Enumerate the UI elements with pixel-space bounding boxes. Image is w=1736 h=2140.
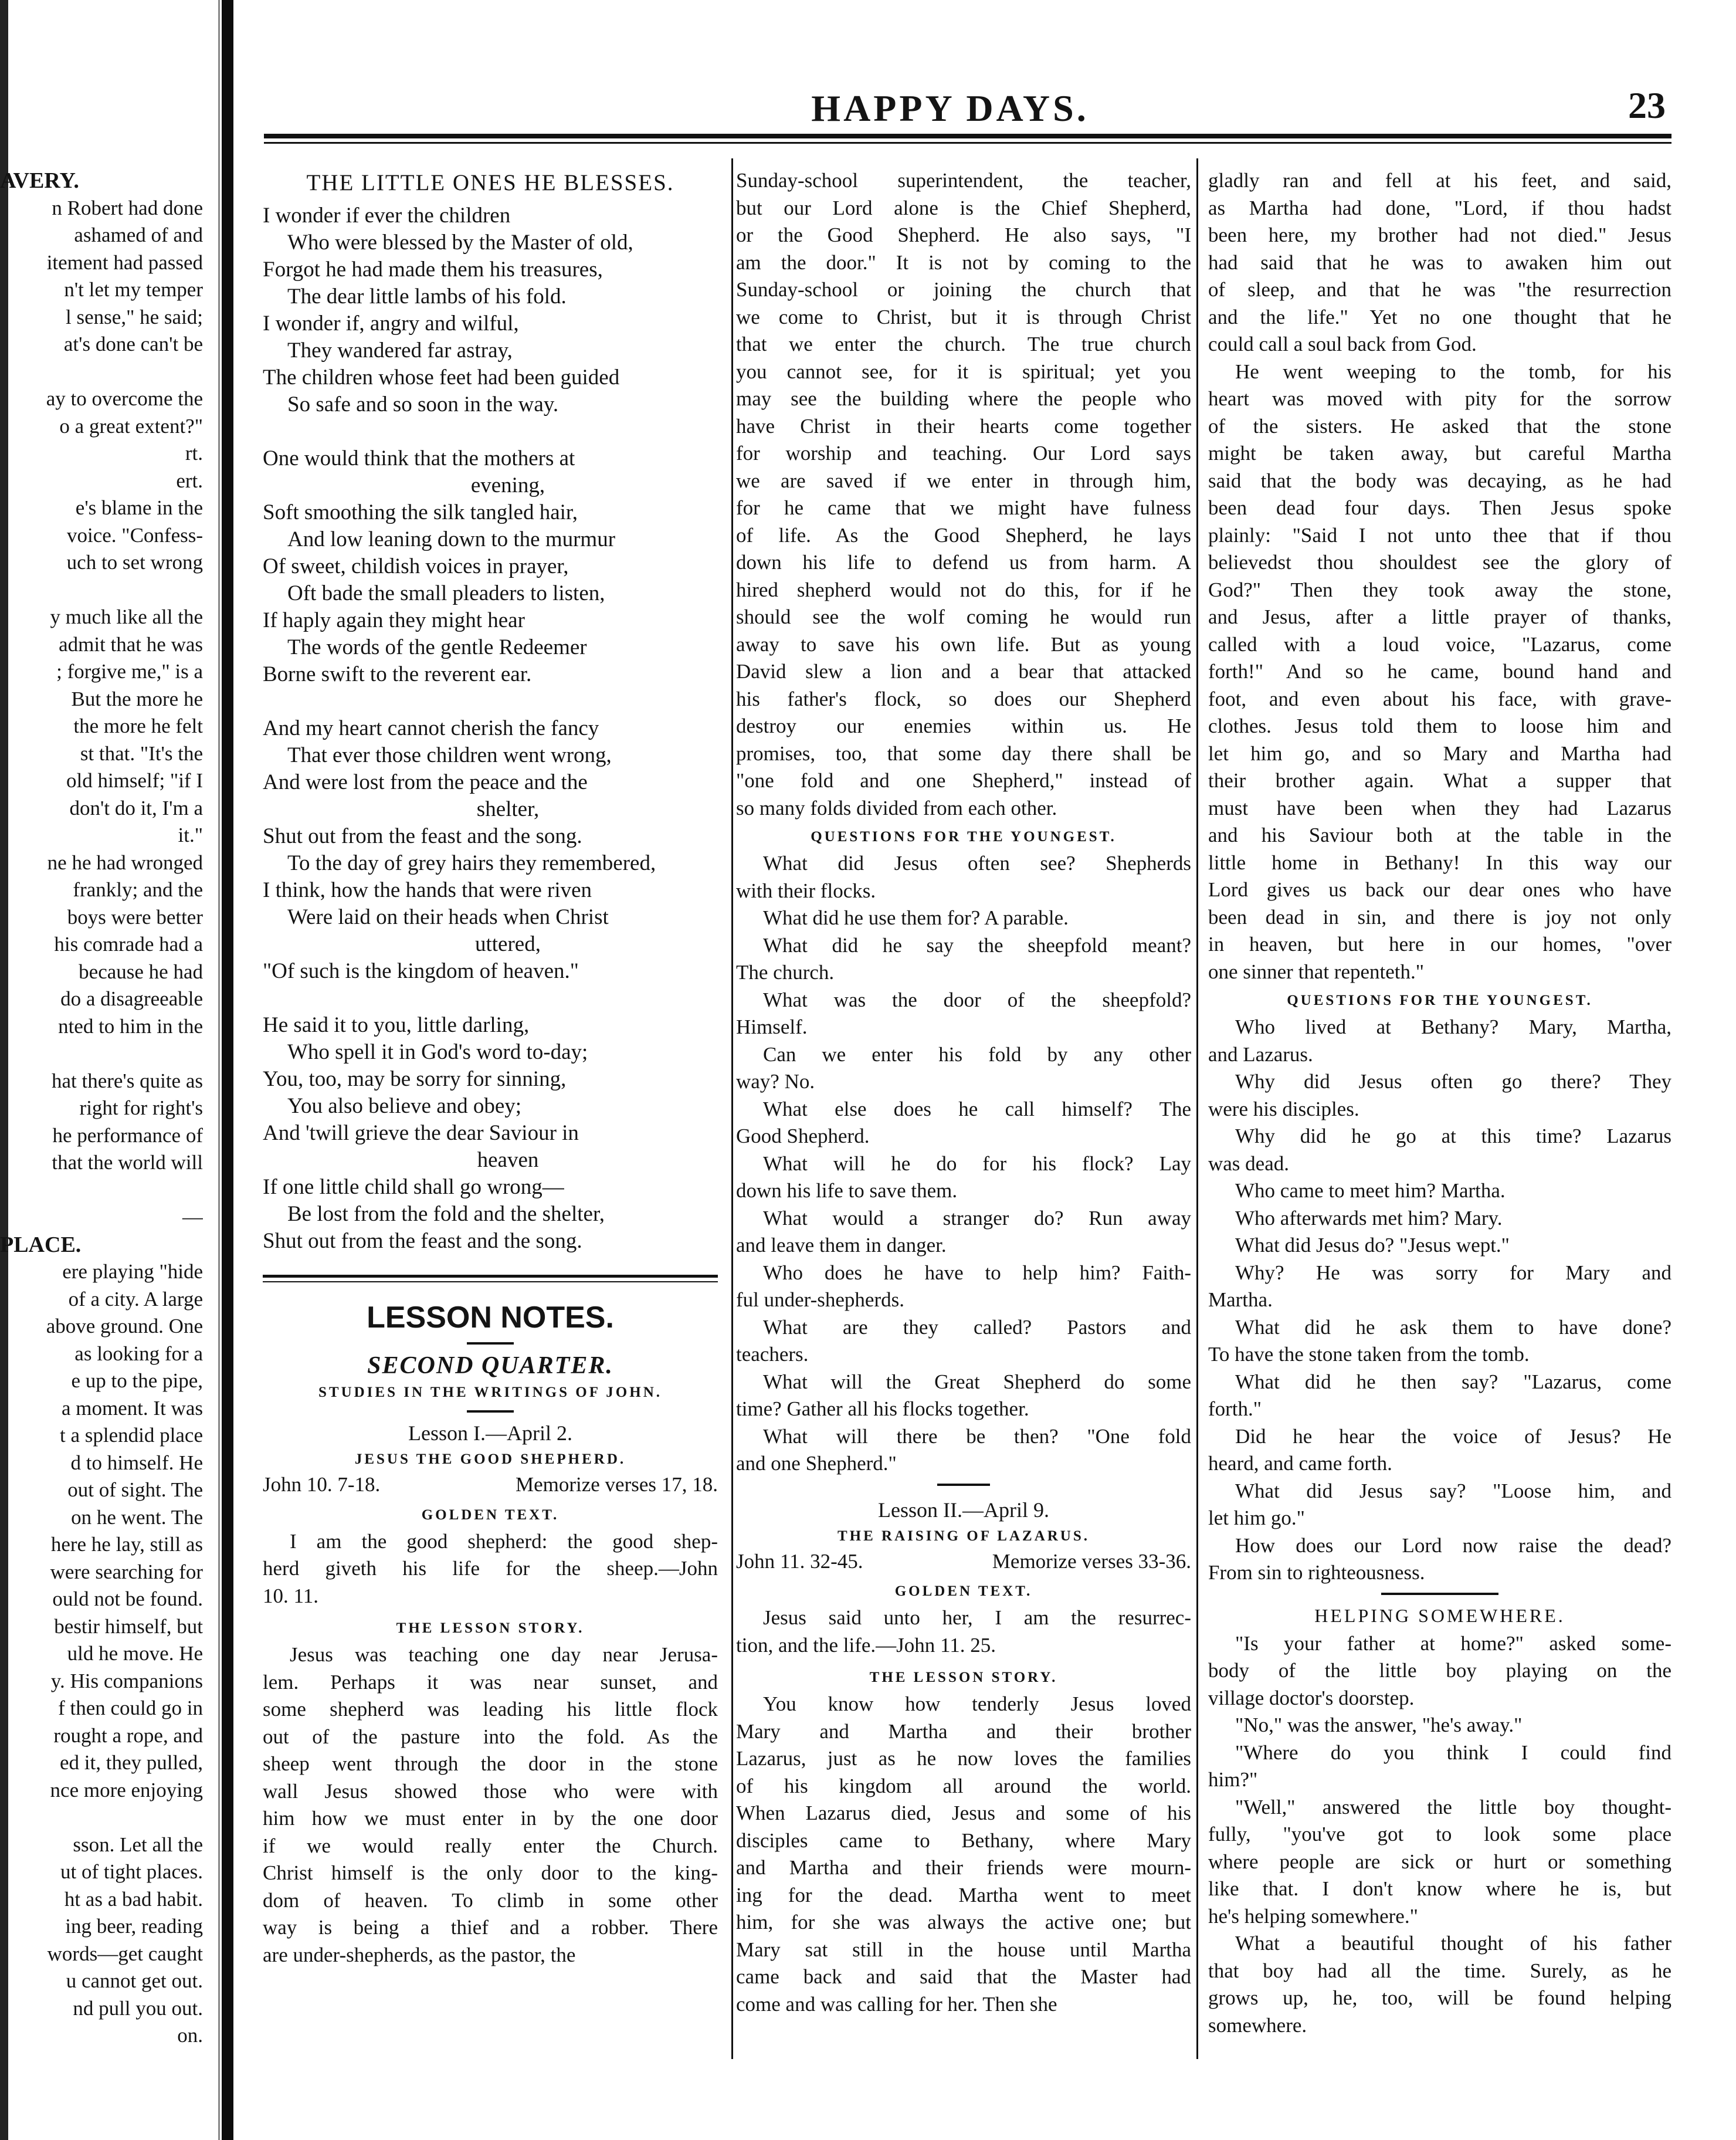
fragment-line: ay to overcome the [46, 387, 203, 410]
story-line: should see the wolf coming he would run [736, 605, 1191, 628]
story-line: Sunday-school superintendent, the teacher, [736, 169, 1191, 192]
lesson-ref-right: Memorize verses 17, 18. [515, 1473, 718, 1496]
question-line: What did he then say? "Lazarus, come [1235, 1370, 1671, 1393]
column-1 [263, 167, 718, 1969]
question-line: From sin to righteousness. [1208, 1561, 1425, 1584]
lesson-subject: THE RAISING OF LAZARUS. [837, 1528, 1090, 1544]
fragment-line: on. [177, 2024, 203, 2047]
fragment-line: uld he move. He [67, 1642, 203, 1665]
poem-line: That ever those children went wrong, [287, 743, 612, 767]
fragment-line: he performance of [52, 1123, 203, 1147]
fragment-line: t a splendid place [60, 1424, 203, 1447]
story-line: their brother again. What a supper that [1208, 769, 1671, 792]
fragment-line: boys were better [67, 905, 203, 929]
helping-line: him?" [1208, 1768, 1258, 1791]
question-line: What would a stranger do? Run away [763, 1206, 1191, 1230]
question-line: way? No. [736, 1070, 815, 1093]
poem-line: Borne swift to the reverent ear. [263, 662, 532, 686]
story-line: believedst thou shouldest see the glory of [1208, 551, 1671, 574]
question-line: What did Jesus often see? Shepherds [763, 852, 1191, 875]
poem-line: To the day of grey hairs they remembered, [287, 851, 656, 875]
page-number: 23 [1628, 84, 1666, 126]
poem-line: Be lost from the fold and the shelter, [287, 1202, 605, 1226]
helping-line: village doctor's doorstep. [1208, 1686, 1415, 1709]
golden-text-line: I am the good shepherd: the good shep- [290, 1529, 718, 1553]
story-line: Sunday-school or joining the church that [736, 278, 1191, 301]
question-line: Who does he have to help him? Faith- [763, 1261, 1191, 1284]
poem-line: He said it to you, little darling, [263, 1013, 530, 1037]
poem-line: The words of the gentle Redeemer [287, 635, 587, 659]
column-rule-2 [1196, 158, 1198, 2059]
story-line: for worship and teaching. Our Lord says [736, 442, 1191, 465]
story-line: been dead in sin, and there is joy not only [1208, 905, 1671, 929]
story-line: Lord gives us back our dear ones who have [1208, 878, 1671, 901]
fragment-line: itement had passed [46, 250, 203, 274]
poem-stanza [263, 1012, 718, 1255]
story-line: him how we must enter in by the one door [263, 1807, 718, 1830]
poem-line: evening, [470, 473, 545, 497]
lesson-heading: Lesson II.—April 9. [878, 1498, 1049, 1522]
poem-line: And were lost from the peace and the [263, 770, 588, 794]
fragment-line: sson. Let all the [73, 1833, 203, 1856]
fragment-line: admit that he was [59, 632, 203, 656]
fragment-line: do a disagreeable [60, 987, 203, 1010]
poem-stanza [263, 715, 718, 985]
helping-line: he's helping somewhere." [1208, 1904, 1418, 1928]
fragment-line: n't let my temper [64, 278, 203, 301]
helping-title: HELPING SOMEWHERE. [1314, 1604, 1565, 1626]
fragment-line [0, 1177, 203, 1204]
poem-line: shelter, [476, 797, 540, 821]
fragment-line: ould not be found. [52, 1587, 203, 1610]
fragment-line: u cannot get out. [66, 1969, 203, 1992]
story-line: and his Saviour both at the table in the [1208, 824, 1671, 846]
story-line: said that the body was decaying, as he had [1208, 469, 1671, 492]
poem-line: Of sweet, childish voices in prayer, [263, 554, 569, 578]
fragment-line: a moment. It was [61, 1396, 203, 1420]
story-line: as Martha had done, "Lord, if thou hadst [1208, 196, 1671, 219]
fragment-line: ashamed of and [74, 224, 203, 246]
lesson-story-label: THE LESSON STORY. [396, 1620, 585, 1636]
story-line: Mary and Martha and their brother [736, 1719, 1191, 1743]
fragment-line: l sense," he said; [66, 305, 203, 329]
story-line: of his kingdom all around the world. [736, 1774, 1191, 1797]
fragment-line: nce more enjoying [50, 1778, 203, 1802]
fragment-line: PLACE. [0, 1232, 82, 1257]
story-line: little home in Bethany! In this way our [1208, 851, 1671, 874]
poem-line: Who were blessed by the Master of old, [287, 231, 633, 255]
column-divider-thin [218, 0, 220, 2140]
story-line: if we would really enter the Church. [263, 1834, 718, 1857]
question-line: with their flocks. [736, 879, 876, 902]
story-line: destroy our enemies within us. He [736, 715, 1191, 737]
fragment-line: ing beer, reading [65, 1915, 203, 1938]
story-line: may see the building where the people who [736, 387, 1191, 410]
short-rule [937, 1484, 990, 1486]
story-line: could call a soul back from God. [1208, 333, 1477, 355]
story-line: some shepherd was leading his little flock [263, 1698, 718, 1721]
question-line: and one Shepherd." [736, 1452, 897, 1475]
question-line: Who came to meet him? Martha. [1235, 1179, 1506, 1202]
story-line: have Christ in their hearts come together [736, 414, 1191, 438]
story-line: Jesus was teaching one day near Jerusa- [290, 1643, 718, 1666]
poem-line: If one little child shall go wrong— [263, 1175, 564, 1199]
fragment-line: out of sight. The [67, 1478, 203, 1501]
poem-line: I wonder if, angry and wilful, [263, 311, 519, 336]
fragment-line: e's blame in the [75, 496, 203, 519]
question-line: Why did he go at this time? Lazarus [1235, 1125, 1671, 1147]
story-line: "one fold and one Shepherd," instead of [736, 769, 1191, 792]
poem-line: Were laid on their heads when Christ [287, 905, 609, 929]
story-line: let him go, and so Mary and Martha had [1208, 741, 1671, 765]
fragment-line: y much like all the [50, 605, 203, 628]
fragment-line: But the more he [71, 687, 203, 710]
story-line: Christ himself is the only door to the king- [263, 1861, 718, 1884]
question-line: Good Shepherd. [736, 1125, 870, 1147]
story-line: way is being a thief and a robber. There [263, 1916, 718, 1939]
left-column-fragment [0, 167, 203, 2050]
story-line: clothes. Jesus told them to loose him and [1208, 715, 1671, 737]
question-line: What did Jesus say? "Loose him, and [1235, 1479, 1671, 1502]
story-line: for he came that we might have fulness [736, 496, 1191, 519]
question-line: To have the stone taken from the tomb. [1208, 1343, 1530, 1366]
story-line: been dead four days. Then Jesus spoke [1208, 496, 1671, 519]
poem-line: Oft bade the small pleaders to listen, [287, 581, 605, 605]
fragment-line: nd pull you out. [73, 1996, 203, 2020]
fragment-line: above ground. One [46, 1315, 203, 1338]
helping-line: body of the little boy playing on the [1208, 1659, 1671, 1682]
question-line: Did he hear the voice of Jesus? He [1235, 1424, 1671, 1448]
story-line: Lazarus, just as he now loves the families [736, 1747, 1191, 1770]
column-divider-bar [222, 0, 233, 2140]
fragment-line [0, 1804, 203, 1831]
fragment-line: st that. "It's the [80, 741, 203, 765]
helping-line: like that. I don't know where he is, but [1208, 1877, 1671, 1900]
fragment-line: n Robert had done [52, 196, 203, 219]
fragment-line: rought a rope, and [53, 1723, 203, 1747]
column-2 [736, 167, 1191, 2018]
fragment-line [0, 1040, 203, 1068]
question-line: let him go." [1208, 1506, 1305, 1529]
fragment-line: old himself; "if I [66, 769, 203, 792]
lesson-notes-title: LESSON NOTES. [367, 1301, 614, 1335]
lesson-story-label: THE LESSON STORY. [869, 1670, 1058, 1685]
story-line: we come to Christ, but it is through Christ [736, 305, 1191, 329]
question-line: Can we enter his fold by any other [763, 1042, 1191, 1066]
poem-line: If haply again they might hear [263, 608, 525, 632]
story-line: When Lazarus died, Jesus and some of his [736, 1802, 1191, 1824]
question-line: teachers. [736, 1343, 809, 1366]
poem-line: You, too, may be sorry for sinning, [263, 1067, 567, 1091]
question-line: was dead. [1208, 1152, 1290, 1175]
question-line: What was the door of the sheepfold? [763, 988, 1191, 1011]
story-line: sheep went through the door in the stone [263, 1752, 718, 1775]
story-line: David slew a lion and a bear that attacked [736, 660, 1191, 683]
fragment-line: hat there's quite as [51, 1069, 203, 1092]
poem-line: So safe and so soon in the way. [287, 392, 559, 417]
story-line: that we enter the church. The true church [736, 333, 1191, 355]
question-line: and Lazarus. [1208, 1042, 1313, 1066]
helping-line: where people are sick or hurt or something [1208, 1850, 1671, 1873]
fragment-line: ere playing "hide [62, 1260, 203, 1283]
story-line: so many folds divided from each other. [736, 796, 1057, 820]
story-line: called with a loud voice, "Lazarus, come [1208, 632, 1671, 656]
poem-line: I wonder if ever the children [263, 204, 511, 228]
golden-text-label: GOLDEN TEXT. [894, 1583, 1033, 1599]
lesson-heading: Lesson I.—April 2. [408, 1421, 572, 1445]
helping-line: "No," was the answer, "he's away." [1235, 1714, 1523, 1736]
story-line: of sleep, and that he was "the resurrection [1208, 278, 1671, 301]
question-line: time? Gather all his flocks together. [736, 1397, 1029, 1420]
poem-stanza [263, 202, 718, 418]
story-line: wall Jesus showed those who were with [263, 1779, 718, 1803]
story-line: might be taken away, but careful Martha [1208, 442, 1671, 465]
golden-text-label: GOLDEN TEXT. [421, 1506, 560, 1523]
story-line: forth!" And so he came, bound hand and [1208, 660, 1671, 683]
story-line: but our Lord alone is the Chief Shepherd, [736, 196, 1191, 219]
poem-line: They wandered far astray, [287, 338, 513, 363]
fragment-line: ut of tight places. [60, 1860, 203, 1883]
question-line: Himself. [736, 1015, 808, 1038]
header-rule-thick [264, 134, 1671, 138]
fragment-line: at's done can't be [63, 333, 203, 355]
story-line: dom of heaven. To climb in some other [263, 1888, 718, 1912]
header-rule-thin [264, 142, 1671, 144]
helping-line: that boy had all the time. Surely, as he [1208, 1959, 1671, 1982]
story-line: disciples came to Bethany, where Mary [736, 1829, 1191, 1852]
fragment-line: rt. [185, 442, 203, 465]
fragment-line: d to himself. He [70, 1451, 203, 1474]
question-line: What did he use them for? A parable. [763, 906, 1069, 929]
story-line: away to save his own life. But as young [736, 632, 1191, 656]
story-line: Mary sat still in the house until Martha [736, 1938, 1191, 1961]
poem-line: And my heart cannot cherish the fancy [263, 716, 599, 740]
question-line: were his disciples. [1208, 1097, 1359, 1120]
poem-line: Forgot he had made them his treasures, [263, 258, 603, 282]
fragment-line: on he went. The [71, 1505, 203, 1529]
fragment-line: frankly; and the [73, 878, 203, 901]
helping-line: "Where do you think I could find [1235, 1741, 1671, 1764]
story-line: must have been when they had Lazarus [1208, 796, 1671, 820]
question-line: Who afterwards met him? Mary. [1235, 1206, 1503, 1230]
question-line: How does our Lord now raise the dead? [1235, 1533, 1671, 1557]
question-line: Why did Jesus often go there? They [1235, 1070, 1671, 1093]
fragment-line: ert. [176, 469, 203, 492]
column-rule-1 [731, 158, 733, 2059]
column-3 [1208, 167, 1671, 2039]
question-line: Martha. [1208, 1288, 1273, 1311]
fragment-line: AVERY. [0, 168, 79, 193]
lesson-ref [736, 1548, 1191, 1576]
golden-text-line: Jesus said unto her, I am the resurrec- [763, 1606, 1191, 1629]
question-line: What will he do for his flock? Lay [763, 1152, 1191, 1175]
fragment-line: as looking for a [74, 1342, 203, 1365]
fragment-line: uch to set wrong [66, 551, 203, 574]
story-line: out of the pasture into the fold. As the [263, 1725, 718, 1748]
fragment-line: voice. "Confess- [66, 523, 203, 547]
story-line: had said that he was to awaken him out [1208, 250, 1671, 274]
fragment-line: here he lay, still as [50, 1533, 203, 1556]
question-line: What will the Great Shepherd do some [763, 1370, 1191, 1393]
poem-line: Shut out from the feast and the song. [263, 824, 582, 848]
fragment-line: ht as a bad habit. [64, 1887, 203, 1911]
golden-text-line: 10. 11. [263, 1584, 318, 1607]
helping-line: "Is your father at home?" asked some- [1235, 1631, 1671, 1655]
story-line: of the sisters. He asked that the stone [1208, 414, 1671, 438]
poem-line: Shut out from the feast and the song. [263, 1229, 582, 1253]
story-line: and the life." Yet no one thought that he [1208, 305, 1671, 329]
fragment-line [0, 577, 203, 604]
question-line: What did he ask them to have done? [1235, 1315, 1671, 1339]
story-line: and Jesus, after a little prayer of thanks, [1208, 605, 1671, 628]
short-rule [1381, 1593, 1498, 1595]
fragment-line: it." [178, 824, 203, 846]
fragment-line: o a great extent?" [59, 414, 203, 438]
helping-line: What a beautiful thought of his father [1235, 1932, 1671, 1955]
poem-line: You also believe and obey; [287, 1094, 522, 1118]
golden-text-line: tion, and the life.—John 11. 25. [736, 1633, 996, 1657]
fragment-line: bestir himself, but [54, 1614, 203, 1638]
poem-stanza [263, 445, 718, 688]
fragment-line: e up to the pipe, [71, 1369, 203, 1392]
poem-line: And 'twill grieve the dear Saviour in [263, 1121, 579, 1145]
short-rule [467, 1342, 514, 1345]
section-rule-double [263, 1275, 718, 1282]
story-line: down his life to defend us from harm. A [736, 551, 1191, 574]
questions-label: QUESTIONS FOR THE YOUNGEST. [811, 829, 1117, 845]
fragment-line: y. His companions [50, 1669, 203, 1692]
lesson-subject: JESUS THE GOOD SHEPHERD. [354, 1451, 626, 1467]
lesson-ref [263, 1471, 718, 1499]
question-line: Who lived at Bethany? Mary, Martha, [1235, 1015, 1671, 1038]
poem-line: Who spell it in God's word to-day; [287, 1040, 588, 1064]
fragment-line: because he had [79, 960, 203, 983]
story-line: are under-shepherds, as the pastor, the [263, 1943, 576, 1966]
question-line: The church. [736, 961, 835, 984]
fragment-line: don't do it, I'm a [69, 796, 203, 820]
question-line: What else does he call himself? The [763, 1097, 1191, 1120]
page-title: HAPPY DAYS. [811, 87, 1089, 129]
fragment-line: f then could go in [58, 1697, 203, 1719]
golden-text-line: herd giveth his life for the sheep.—John [263, 1557, 718, 1580]
poem-line: I think, how the hands that were riven [263, 878, 592, 902]
story-line: hired shepherd would not do this, for if he [736, 578, 1191, 601]
story-line: one sinner that repenteth." [1208, 960, 1425, 983]
helping-line: "Well," answered the little boy thought- [1235, 1795, 1671, 1819]
question-line: What did he say the sheepfold meant? [763, 933, 1191, 957]
story-line: and Martha and their friends were mourn- [736, 1856, 1191, 1879]
helping-line: somewhere. [1208, 2013, 1307, 2037]
story-line: or the Good Shepherd. He also says, "I [736, 224, 1191, 246]
story-line: you cannot see, for it is spiritual; yet you [736, 360, 1191, 383]
story-line: ing for the dead. Martha went to meet [736, 1883, 1191, 1907]
story-line: am the door." It is not by coming to the [736, 250, 1191, 274]
fragment-line: of a city. A large [68, 1287, 203, 1311]
question-line: What are they called? Pastors and [763, 1315, 1191, 1339]
poem-line: The dear little lambs of his fold. [287, 285, 567, 309]
poem-line: Soft smoothing the silk tangled hair, [263, 500, 578, 524]
story-line: foot, and even about his face, with grave- [1208, 687, 1671, 710]
question-line: Why? He was sorry for Mary and [1235, 1261, 1671, 1284]
poem-line: One would think that the mothers at [263, 446, 575, 470]
fragment-line: ed it, they pulled, [60, 1751, 203, 1774]
questions-label: QUESTIONS FOR THE YOUNGEST. [1287, 993, 1593, 1008]
story-line: came back and said that the Master had [736, 1965, 1191, 1988]
story-line: gladly ran and fell at his feet, and said, [1208, 169, 1671, 192]
fragment-line: were searching for [50, 1560, 203, 1583]
helping-line: fully, "you've got to look some place [1208, 1823, 1671, 1846]
studies-heading: STUDIES IN THE WRITINGS OF JOHN. [318, 1384, 662, 1400]
story-line: promises, too, that some day there shall be [736, 741, 1191, 765]
question-line: What did Jesus do? "Jesus wept." [1235, 1234, 1510, 1257]
poem-line: uttered, [475, 932, 541, 956]
story-line: come and was calling for her. Then she [736, 1992, 1057, 2016]
fragment-line: his comrade had a [54, 933, 203, 956]
lesson-ref-left: John 10. 7-18. [263, 1473, 381, 1496]
question-line: What will there be then? "One fold [763, 1424, 1191, 1448]
story-line: him, for she was always the active one; but [736, 1911, 1191, 1934]
question-line: forth." [1208, 1397, 1262, 1420]
lesson-ref-right: Memorize verses 33-36. [992, 1549, 1191, 1573]
fragment-line: — [182, 1206, 203, 1228]
fragment-line: nted to him in the [58, 1014, 203, 1038]
short-rule [467, 1410, 514, 1413]
story-line: God?" Then they took away the stone, [1208, 578, 1671, 601]
question-line: down his life to save them. [736, 1179, 958, 1202]
question-line: ful under-shepherds. [736, 1288, 904, 1311]
fragment-line: right for right's [79, 1096, 203, 1119]
fragment-line: ; forgive me," is a [56, 660, 203, 683]
quarter-heading: SECOND QUARTER. [367, 1352, 613, 1379]
fragment-line: words—get caught [47, 1942, 203, 1965]
story-line: been here, my brother had not died." Jesus [1208, 224, 1671, 246]
story-line: in heaven, but here in our homes, "over [1208, 933, 1671, 956]
poem-title: THE LITTLE ONES HE BLESSES. [306, 170, 674, 195]
fragment-line: ne he had wronged [47, 851, 203, 874]
story-line: heart was moved with pity for the sorrow [1208, 387, 1671, 410]
poem-line: heaven [477, 1148, 539, 1172]
question-line: and leave them in danger. [736, 1234, 947, 1257]
fragment-line: the more he felt [73, 715, 203, 737]
lesson-ref-left: John 11. 32-45. [736, 1549, 863, 1573]
poem-line: "Of such is the kingdom of heaven." [263, 959, 579, 983]
story-line: his father's flock, so does our Shepherd [736, 687, 1191, 710]
story-line: He went weeping to the tomb, for his [1235, 360, 1671, 383]
fragment-line [0, 358, 203, 386]
question-line: heard, and came forth. [1208, 1452, 1392, 1475]
story-line: we are saved if we enter in through him, [736, 469, 1191, 492]
poem-line: The children whose feet had been guided [263, 365, 620, 390]
fragment-line: that the world will [52, 1151, 203, 1174]
story-line: plainly: "Said I not unto thee that if thou [1208, 523, 1671, 547]
helping-line: grows up, he, too, will be found helping [1208, 1986, 1671, 2009]
story-line: You know how tenderly Jesus loved [763, 1692, 1191, 1715]
story-line: lem. Perhaps it was near sunset, and [263, 1670, 718, 1694]
story-line: of life. As the Good Shepherd, he lays [736, 523, 1191, 547]
poem-line: And low leaning down to the murmur [287, 527, 616, 551]
